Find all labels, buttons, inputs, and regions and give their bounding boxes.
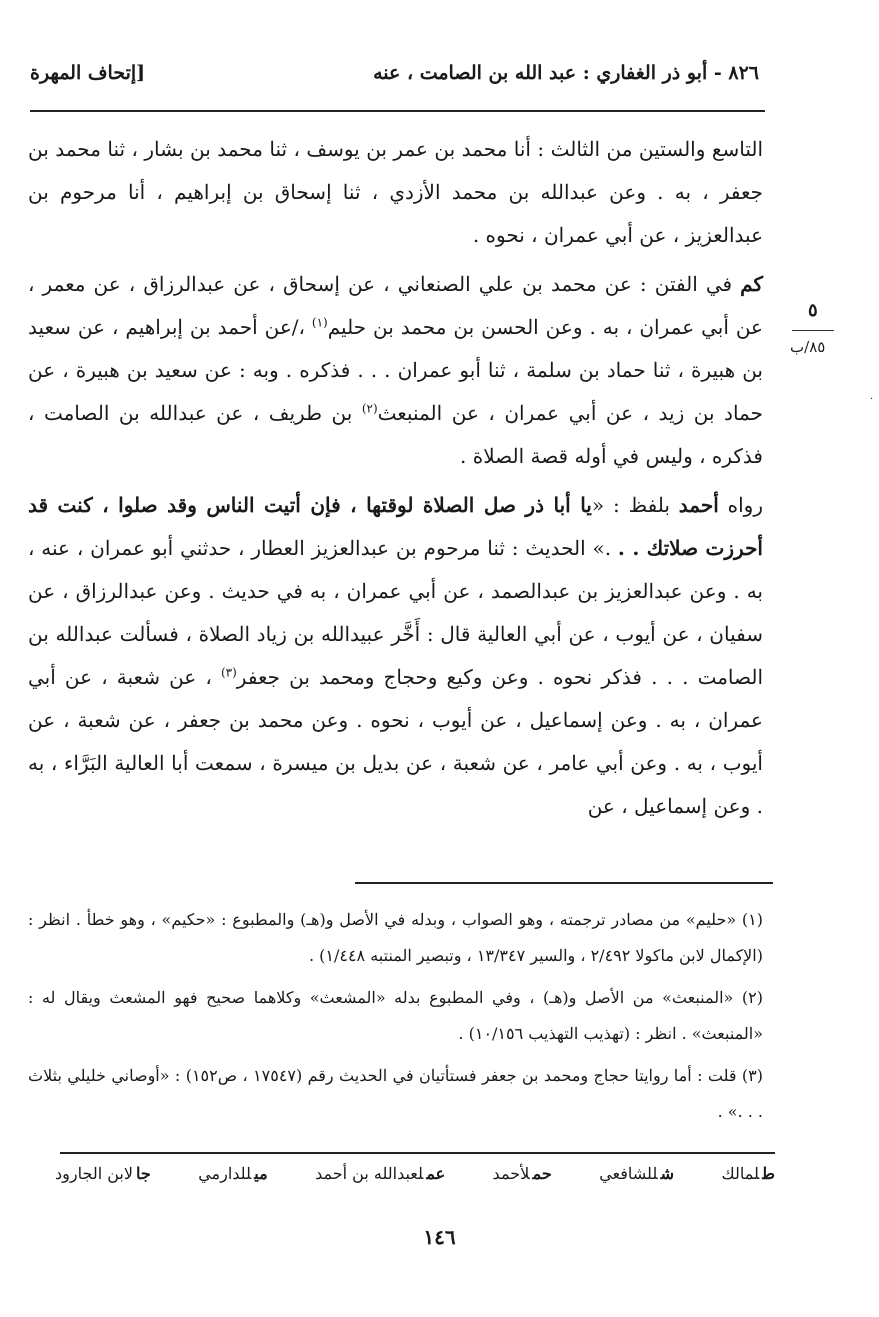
- abbreviations-legend: [55, 1164, 775, 1183]
- paragraph-2-text-c: بن طريف ، عن عبدالله بن الصامت ، فذكره ، وليس في أوله قصة الصلاة .: [28, 401, 763, 468]
- abbreviation-code: مي: [254, 1164, 268, 1183]
- margin-number: ٥: [808, 300, 818, 321]
- paragraph-2-text-b: ،/عن أحمد بن إبراهيم ، عن سعيد بن هبيرة ، ثنا حماد بن سلمة ، ثنا أبو عمران . . . فذكره . وبه : عن سعيد بن هبيرة ، عن حماد بن زيد ، عن أبي عمران ، عن المنبعث: [28, 315, 763, 425]
- paragraph-3-text-a: رواه: [718, 493, 763, 517]
- running-header-title: ٨٢٦ - أبو ذر الغفاري : عبد الله بن الصامت ، عنه: [373, 62, 759, 84]
- abbreviation-code: ط: [762, 1164, 775, 1183]
- paragraph-2-text-a: في الفتن : عن محمد بن علي الصنعاني ، عن إسحاق ، عن عبدالرزاق ، عن معمر ، عن أبي عمران ، به . وعن الحسن بن محمد بن حليم: [28, 272, 763, 339]
- abbreviation-item: [55, 1164, 151, 1183]
- hadith-quote: يا أبا ذر صل الصلاة لوقتها ، فإن أتيت الناس وقد صلوا ، كنت قد أحرزت صلاتك . .: [28, 493, 763, 560]
- running-header-book: [إتحاف المهرة: [30, 62, 146, 84]
- paragraph-2: [28, 263, 763, 478]
- header-divider: [30, 110, 765, 112]
- footnote-marker-3: (٣): [220, 665, 237, 680]
- footnote-divider: [355, 882, 773, 884]
- source-abbreviation: كم: [740, 272, 763, 296]
- abbreviation-item: [315, 1164, 445, 1183]
- footnote-marker-2: (٢): [361, 401, 378, 416]
- paragraph-1: التاسع والستين من الثالث : أنا محمد بن عمر بن يوسف ، ثنا محمد بن بشار ، ثنا محمد بن جعفر ، به . وعن عبدالله بن محمد الأزدي ، ثنا إسحاق بن إبراهيم ، أنا مرحوم بن عبدالعزيز ، عن أبي عمران ، نحوه .: [28, 137, 763, 247]
- paragraph-3: [28, 484, 763, 828]
- abbreviation-item: [198, 1164, 267, 1183]
- paragraph-3-text-c: .» الحديث : ثنا مرحوم بن عبدالعزيز العطار ، حدثني أبو عمران ، عنه ، به . وعن عبدالعزيز بن عبدالصمد ، عن أبي عمران ، به في حديث . وعن عبدالرزاق ، عن سفيان ، عن أيوب ، عن أبي العالية قال : أَخَّر عبيدالله بن زياد الصلاة ، فسألت عبدالله بن الصامت . . . فذكر نحوه . وعن وكيع وحجاج ومحمد بن جعفر: [28, 536, 764, 689]
- abbreviation-text: لعبدالله بن أحمد: [315, 1164, 424, 1183]
- footnote-marker-1: (١): [311, 315, 328, 330]
- abbreviation-text: للدارمي: [198, 1164, 252, 1183]
- abbreviation-text: لمالك: [721, 1164, 760, 1183]
- footnote-3: (٣) قلت : أما روايتا حجاج ومحمد بن جعفر فستأتيان في الحديث رقم (١٧٥٤٧ ، ص١٥٢) : «أوصاني خليلي بثلاث . . .» .: [28, 1066, 764, 1121]
- margin-dot: ·: [870, 394, 874, 405]
- margin-folio-reference: ٨٥/ب: [790, 338, 826, 356]
- abbreviation-item: [721, 1164, 775, 1183]
- abbreviation-text: لأحمد: [492, 1164, 530, 1183]
- abbreviation-text: لابن الجارود: [55, 1164, 133, 1183]
- footnotes: [28, 902, 763, 1136]
- abbreviations-divider: [60, 1152, 775, 1154]
- abbreviation-code: جا: [136, 1164, 151, 1183]
- abbreviation-item: [599, 1164, 674, 1183]
- abbreviation-text: للشافعي: [599, 1164, 658, 1183]
- abbreviation-item: [493, 1164, 552, 1183]
- footnote-1: (١) «حليم» من مصادر ترجمته ، وهو الصواب ، وبدله في الأصل و(هـ) والمطبوع : «حكيم» ، وهو خطأ . انظر : (الإكمال لابن ماكولا ٢/٤٩٢ ، والسير ١٣/٣٤٧ ، وتبصير المنتبه ١/٤٤٨) .: [28, 910, 763, 965]
- abbreviation-code: ش: [660, 1164, 675, 1183]
- main-text: [28, 128, 763, 836]
- footnote-2: (٢) «المنبعث» من الأصل و(هـ) ، وفي المطبوع بدله «المشعث» وكلاهما صحيح فهو المشعث ويقال له : «المنبعث» . انظر : (تهذيب التهذيب ١٠/١٥٦) .: [28, 988, 763, 1043]
- paragraph-3-text-b: بلفظ : «: [591, 493, 679, 517]
- abbreviation-code: عم: [426, 1164, 446, 1183]
- abbreviation-code: حم: [532, 1164, 552, 1183]
- margin-divider: [792, 330, 834, 331]
- paragraph-3-text-d: ، عن شعبة ، عن أبي عمران ، به . وعن إسماعيل ، عن أيوب ، نحوه . وعن محمد بن جعفر ، عن شعبة ، عن أيوب ، به . وعن أبي عامر ، عن شعبة ، عن بديل بن ميسرة ، سمعت أبا العالية البَرَّاء ، به . وعن إسماعيل ، عن: [28, 665, 763, 818]
- source-name: أحمد: [678, 493, 719, 517]
- page-number: ١٤٦: [423, 1225, 456, 1249]
